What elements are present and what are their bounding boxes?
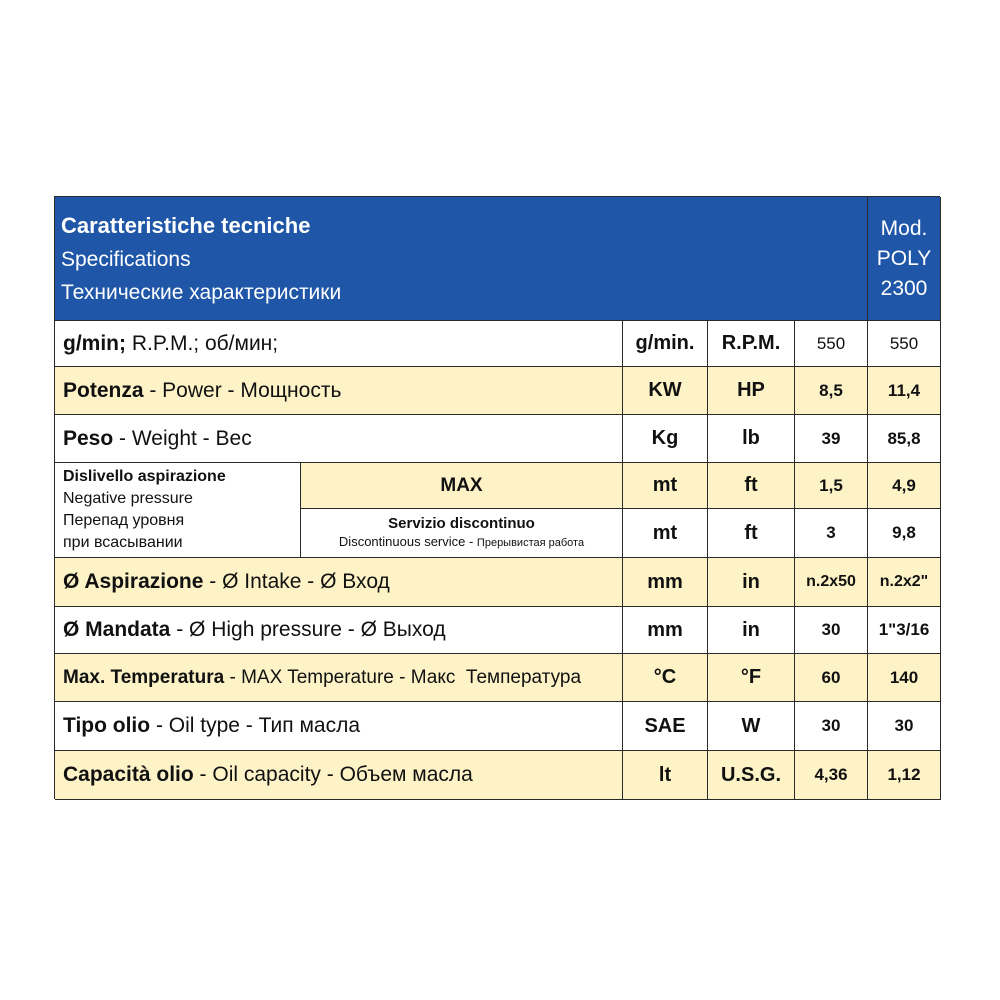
power-label [55, 367, 623, 415]
discontinuous-label-en: Discontinuous service - [338, 533, 477, 549]
suction-lift-label-en: Negative pressure [63, 490, 193, 507]
oil-capacity-label-rest: - Oil capacity - Объем масла [193, 763, 473, 786]
suction-lift-label-ru-2: при всасывании [63, 534, 183, 551]
power-label-rest: - Power - Мощность [143, 378, 342, 402]
rpm-value-imperial: 550 [868, 321, 941, 367]
temperature-label [55, 654, 623, 702]
title-russian: Технические характеристики [61, 280, 342, 304]
rpm-unit-imperial: R.P.M. [708, 321, 795, 367]
suction-lift-label-ru-1: Перепад уровня [63, 512, 185, 529]
temperature-label-rest: - MAX Temperature - Макс Температура [224, 666, 582, 688]
discontinuous-label-en-ru [339, 533, 584, 552]
intake-label [55, 558, 623, 607]
intake-label-rest: - Ø Intake - Ø Вход [203, 570, 390, 593]
temperature-unit-metric: °C [623, 654, 708, 702]
oil-type-unit-imperial: W [708, 702, 795, 751]
table-title [55, 197, 868, 321]
oil-capacity-value-imperial: 1,12 [868, 751, 941, 800]
power-value-metric: 8,5 [795, 367, 868, 415]
temperature-value-imperial: 140 [868, 654, 941, 702]
oil-capacity-unit-metric: lt [623, 751, 708, 800]
outlet-label-rest: - Ø High pressure - Ø Выход [170, 618, 446, 641]
oil-capacity-label-bold: Capacità olio [63, 763, 194, 786]
weight-label [55, 415, 623, 463]
intake-label-bold: Ø Aspirazione [63, 570, 204, 593]
oil-type-label-rest: - Oil type - Тип масла [150, 714, 361, 737]
rpm-label-rest: R.P.M.; об/мин; [126, 331, 279, 355]
outlet-value-imperial: 1"3/16 [868, 607, 941, 654]
discontinuous-label-ru: Прерывистая работа [476, 536, 585, 549]
intake-value-metric: n.2x50 [795, 558, 868, 607]
suction-max-unit-metric: mt [623, 463, 708, 509]
suction-max-label: MAX [301, 463, 623, 509]
outlet-value-metric: 30 [795, 607, 868, 654]
oil-type-value-imperial: 30 [868, 702, 941, 751]
model-number: 2300 [880, 276, 928, 300]
oil-capacity-label [55, 751, 623, 800]
rpm-label-bold: g/min; [63, 331, 126, 355]
discontinuous-label-it: Servizio discontinuo [388, 514, 535, 532]
intake-unit-imperial: in [708, 558, 795, 607]
suction-lift-label-it: Dislivello aspirazione [63, 468, 226, 485]
suction-discontinuous-label [301, 509, 623, 558]
temperature-value-metric: 60 [795, 654, 868, 702]
rpm-label [55, 321, 623, 367]
weight-unit-imperial: lb [708, 415, 795, 463]
suction-disc-value-imperial: 9,8 [868, 509, 941, 558]
weight-unit-metric: Kg [623, 415, 708, 463]
title-italian: Caratteristiche tecniche [61, 212, 311, 238]
weight-value-imperial: 85,8 [868, 415, 941, 463]
power-label-bold: Potenza [63, 378, 144, 402]
suction-max-unit-imperial: ft [708, 463, 795, 509]
suction-lift-label [55, 463, 301, 558]
oil-capacity-unit-imperial: U.S.G. [708, 751, 795, 800]
oil-type-unit-metric: SAE [623, 702, 708, 751]
outlet-label [55, 607, 623, 654]
title-english: Specifications [61, 247, 191, 271]
intake-value-imperial: n.2x2" [868, 558, 941, 607]
power-unit-imperial: HP [708, 367, 795, 415]
outlet-unit-metric: mm [623, 607, 708, 654]
oil-type-label-bold: Tipo olio [63, 714, 151, 737]
model-header [868, 197, 941, 321]
temperature-label-bold: Max. Temperatura [63, 666, 225, 688]
power-value-imperial: 11,4 [868, 367, 941, 415]
suction-max-value-metric: 1,5 [795, 463, 868, 509]
suction-disc-unit-metric: mt [623, 509, 708, 558]
oil-type-value-metric: 30 [795, 702, 868, 751]
weight-value-metric: 39 [795, 415, 868, 463]
oil-type-label [55, 702, 623, 751]
rpm-unit-metric: g/min. [623, 321, 708, 367]
weight-label-bold: Peso [63, 426, 114, 450]
suction-disc-value-metric: 3 [795, 509, 868, 558]
model-name: POLY [876, 246, 932, 270]
temperature-unit-imperial: °F [708, 654, 795, 702]
specifications-table [54, 196, 940, 799]
outlet-label-bold: Ø Mandata [63, 618, 171, 641]
oil-capacity-value-metric: 4,36 [795, 751, 868, 800]
suction-max-value-imperial: 4,9 [868, 463, 941, 509]
rpm-value-metric: 550 [795, 321, 868, 367]
outlet-unit-imperial: in [708, 607, 795, 654]
power-unit-metric: KW [623, 367, 708, 415]
intake-unit-metric: mm [623, 558, 708, 607]
model-label: Mod. [880, 216, 928, 240]
suction-disc-unit-imperial: ft [708, 509, 795, 558]
weight-label-rest: - Weight - Вес [113, 426, 252, 450]
